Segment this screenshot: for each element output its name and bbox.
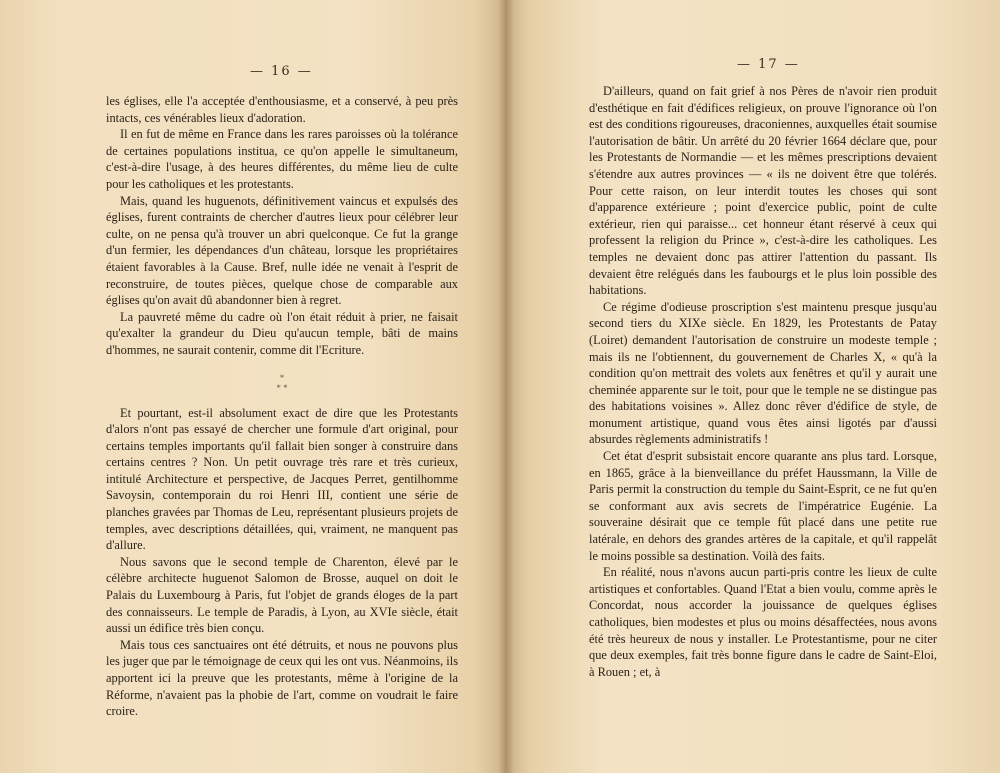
page-number: — 17 —	[737, 57, 800, 72]
paragraph: les églises, elle l'a acceptée d'enthousiasme, et a conservé, à peu près intacts, ces vénérables lieux d'adoration.	[106, 94, 458, 125]
paragraph: Ce régime d'odieuse proscription s'est maintenu presque jusqu'au second tiers du XIXe siècle. En 1829, les Protestants de Patay (Loiret) demandent l'autorisation de construire un modeste temple ; mais ils ne l'obtiennent, du gouvernement de Charles X, « qu'à la condition qu'on mettrait des volets aux fenêtres et qu'il y aurait une cheminée apparente sur le toit, pour que le temple ne se distingue pas des habitations voisines ». Allez donc rêver d'édifice de style, de monument artistique, quand vous êtes ainsi ligotés par d'aussi absurdes règlements administratifs !	[589, 299, 937, 447]
paragraph: Mais tous ces sanctuaires ont été détruits, et nous ne pouvons plus les juger que par le témoignage de ceux qui les ont vus. Néanmoins, ils apportent ici la preuve que les protestants, même à l'origine de la Réforme, n'avaient pas la phobie de l'art, comme on voudrait le faire croire.	[106, 637, 459, 719]
paragraph: D'ailleurs, quand on fait grief à nos Pères de n'avoir rien produit d'esthétique en fait d'édifices religieux, on prouve l'ignorance où l'on est des conditions rigoureuses, draconiennes, auxquelles était soumise l'autorisation de bâtir. Un arrêté du 20 février 1664 déclare que, pour les Protestants de Normandie — et les mêmes prescriptions devaient s'étendre aux autres provinces — « ils ne doivent être que tolérés. Pour cette raison, on leur interdit toutes les choses qui sont d'apparence extérieure ; point d'exercice public, point de culte extérieur, rien qui paraisse... cet honneur étant réservé à ceux qui professent la religion du Prince », c'est-à-dire les catholiques. Les temples ne devaient donc pas attirer l'attention du passant. Ils devaient être relégués dans les faubourgs et le plus loin possible des habitations.	[589, 84, 937, 298]
book-gutter	[498, 0, 514, 773]
paragraph: Nous savons que le second temple de Charenton, élevé par le célèbre architecte huguenot Salomon de Brosse, auquel on doit le Palais du Luxembourg à Paris, fut l'objet de grands éloges de la part des connaisseurs. Le temple de Paradis, à Lyon, au XVIe siècle, était aussi un édifice très bien conçu.	[106, 554, 458, 636]
page-text	[589, 83, 937, 680]
page-number: — 16 —	[250, 64, 313, 79]
paragraph: Mais, quand les huguenots, définitivement vaincus et expulsés des églises, furent contraints de chercher d'autres lieux pour célébrer leur culte, on ne pensa qu'à trouver un abri quelconque. Ce fut la grange d'un fermier, les dépendances d'un château, lorsque les propriétaires étaient favorables à la Cause. Bref, nulle idée ne venait à l'esprit de reconstruire, de toutes pièces, quelque chose de comparable aux églises qu'on avait dû abandonner bien à regret.	[106, 193, 458, 308]
paragraph: La pauvreté même du cadre où l'on était réduit à prier, ne faisait qu'exalter la grandeur du Dieu qu'aucun temple, bâti de mains d'hommes, ne saurait contenir, comme dit l'Ecriture.	[106, 309, 458, 357]
paragraph: Cet état d'esprit subsistait encore quarante ans plus tard. Lorsque, en 1865, grâce à la bienveillance du préfet Haussmann, la Ville de Paris permit la construction du temple du Saint-Esprit, ce ne fut qu'en se conformant aux avis secrets de l'impératrice Eugénie. La souveraine désirait que ce temple fût placé dans une petite rue latérale, en dehors des grandes artères de la capitale, et qu'il rappelât le moins possible sa destination. Voilà des faits.	[589, 449, 937, 563]
paragraph: Et pourtant, est-il absolument exact de dire que les Protestants d'alors n'ont pas essayé de chercher une formule d'art original, pour certains temples importants qu'il fallait bien songer à construire dans certains centres ? Non. Un petit ouvrage très rare et très curieux, intitulé Architecture et perspective, de Jacques Perret, gentilhomme Savoysin, contemporain du roi Henri III, contient une série de planches gravées par Thomas de Leu, représentant plusieurs projets de temples, avec descriptions détaillées, qui, vraiment, ne manquent pas d'allure.	[106, 405, 458, 553]
paragraph: Il en fut de même en France dans les rares paroisses où la tolérance de certaines populations institua, ce qu'on appelle le simultaneum, c'est-à-dire l'usage, à des heures différentes, du même lieu de culte pour les catholiques et les protestants.	[106, 127, 458, 191]
page-text	[106, 93, 458, 720]
paragraph: En réalité, nous n'avons aucun parti-pris contre les lieux de culte artistiques et confortables. Quand l'Etat a bien voulu, comme après le Concordat, nous accorder la jouissance de quelques églises catholiques, bien modestes et plus ou moins désaffectées, nous avons été très heureux de nous y installer. Le Protestantisme, pour ne citer que deux exemples, fait très bonne figure dans le cadre de Saint-Eloi, à Rouen ; et, à	[589, 565, 937, 679]
section-separator: * * *	[276, 372, 288, 393]
right-page	[505, 0, 1000, 773]
